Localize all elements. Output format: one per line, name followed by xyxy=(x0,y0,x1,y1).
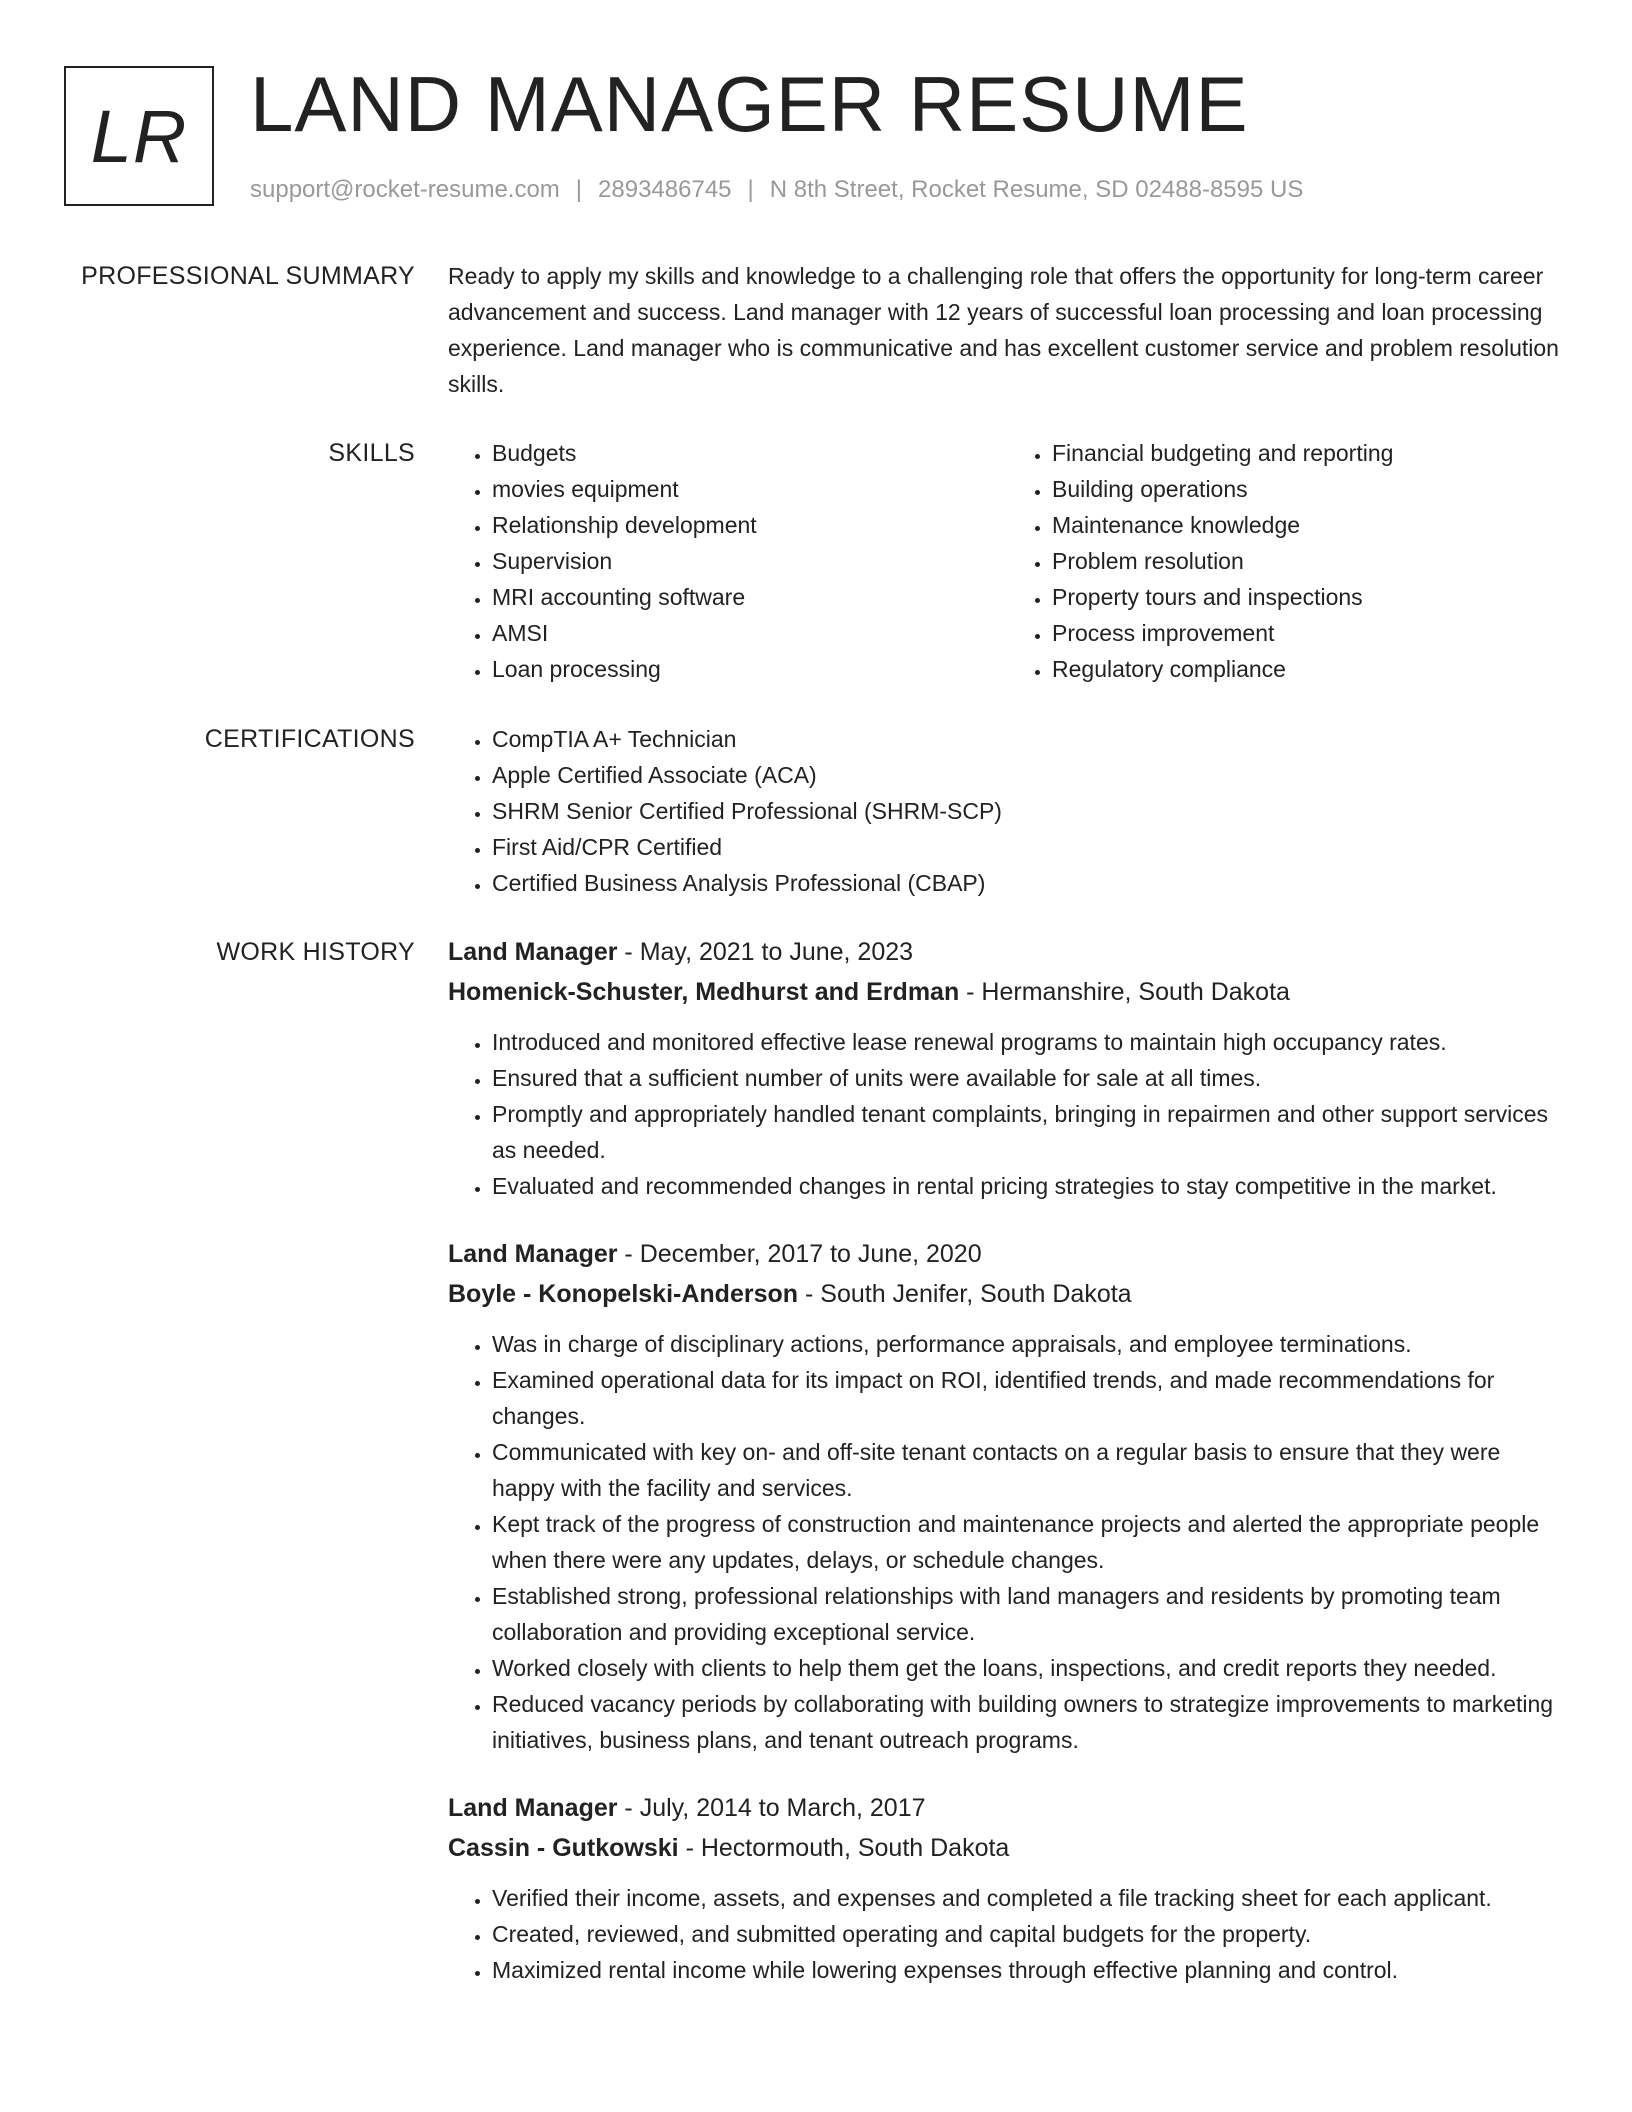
certification-item: • CompTIA A+ Technician xyxy=(492,721,1568,757)
skill-item: • AMSI xyxy=(492,615,1008,651)
company-name: Cassin - Gutkowski xyxy=(448,1834,679,1862)
job-bullet: • Promptly and appropriately handled tenant complaints, bringing in repairmen and other support services as needed. xyxy=(492,1096,1568,1168)
section-content xyxy=(448,258,1563,402)
skill-item: • Relationship development xyxy=(492,507,1008,543)
job-dates: - July, 2014 to March, 2017 xyxy=(617,1794,926,1822)
certification-item: • First Aid/CPR Certified xyxy=(492,829,1568,865)
separator: | xyxy=(575,176,583,203)
skills-list-right xyxy=(1008,435,1568,687)
address: N 8th Street, Rocket Resume, SD 02488-8595 US xyxy=(769,176,1304,203)
phone-number[interactable]: 2893486745 xyxy=(598,176,732,203)
job-title-line xyxy=(448,1788,1568,1828)
initials-logo: LR xyxy=(64,66,214,206)
job-bullet: • Evaluated and recommended changes in rental pricing strategies to stay competitive in the market. xyxy=(492,1168,1568,1204)
skill-item: • movies equipment xyxy=(492,471,1008,507)
section-label: WORK HISTORY xyxy=(216,938,415,966)
job-bullet: • Created, reviewed, and submitted operating and capital budgets for the property. xyxy=(492,1916,1568,1952)
job-entry xyxy=(448,932,1568,1204)
job-bullet: • Verified their income, assets, and expenses and completed a file tracking sheet for each applicant. xyxy=(492,1880,1568,1916)
summary-text: Ready to apply my skills and knowledge to a challenging role that offers the opportunity for long-term career advancement and success. Land manager with 12 years of successful loan processing and loan processing experience. Land manager who is communicative and has excellent customer service and problem resolution skills. xyxy=(448,263,1559,397)
job-company-line xyxy=(448,1828,1568,1868)
certification-item: • SHRM Senior Certified Professional (SHRM-SCP) xyxy=(492,793,1568,829)
job-company-line xyxy=(448,972,1568,1012)
skill-item: • MRI accounting software xyxy=(492,579,1008,615)
job-title-line xyxy=(448,1234,1568,1274)
job-entry xyxy=(448,1788,1568,1988)
job-bullet: • Communicated with key on- and off-site tenant contacts on a regular basis to ensure that they were happy with the facility and services. xyxy=(492,1434,1568,1506)
job-dates: - December, 2017 to June, 2020 xyxy=(617,1240,982,1268)
page-title: LAND MANAGER RESUME xyxy=(250,60,1249,148)
company-name: Homenick-Schuster, Medhurst and Erdman xyxy=(448,978,960,1006)
job-bullet: • Ensured that a sufficient number of units were available for sale at all times. xyxy=(492,1060,1568,1096)
skill-item: • Supervision xyxy=(492,543,1008,579)
contact-line xyxy=(250,172,1303,208)
skill-item: • Regulatory compliance xyxy=(1052,651,1568,687)
job-bullet: • Maximized rental income while lowering expenses through effective planning and control. xyxy=(492,1952,1568,1988)
job-bullets xyxy=(448,1880,1568,1988)
certification-item: • Apple Certified Associate (ACA) xyxy=(492,757,1568,793)
company-name: Boyle - Konopelski-Anderson xyxy=(448,1280,799,1308)
separator: | xyxy=(747,176,754,203)
job-bullets xyxy=(448,1326,1568,1758)
job-company-line xyxy=(448,1274,1568,1314)
job-bullet: • Reduced vacancy periods by collaborating with building owners to strategize improvements to marketing initiatives, business plans, and tenant outreach programs. xyxy=(492,1686,1568,1758)
job-bullet: • Worked closely with clients to help them get the loans, inspections, and credit reports they needed. xyxy=(492,1650,1568,1686)
job-location: - South Jenifer, South Dakota xyxy=(798,1280,1132,1308)
skill-item: • Budgets xyxy=(492,435,1008,471)
job-bullet: • Introduced and monitored effective lease renewal programs to maintain high occupancy rates. xyxy=(492,1024,1568,1060)
skills-list-left xyxy=(448,435,1008,687)
job-title: Land Manager xyxy=(448,1794,618,1822)
skill-item: • Process improvement xyxy=(1052,615,1568,651)
job-bullet: • Examined operational data for its impact on ROI, identified trends, and made recommendations for changes. xyxy=(492,1362,1568,1434)
section-label: SKILLS xyxy=(328,439,415,467)
skill-item: • Loan processing xyxy=(492,651,1008,687)
job-bullet: • Kept track of the progress of construction and maintenance projects and alerted the appropriate people when there were any updates, delays, or schedule changes. xyxy=(492,1506,1568,1578)
skill-item: • Property tours and inspections xyxy=(1052,579,1568,615)
job-bullets xyxy=(448,1024,1568,1204)
job-location: - Hectormouth, South Dakota xyxy=(678,1834,1010,1862)
skill-item: • Problem resolution xyxy=(1052,543,1568,579)
certification-item: • Certified Business Analysis Professional (CBAP) xyxy=(492,865,1568,901)
skill-item: • Maintenance knowledge xyxy=(1052,507,1568,543)
skills-columns xyxy=(448,435,1568,687)
job-bullet: • Was in charge of disciplinary actions, performance appraisals, and employee terminations. xyxy=(492,1326,1568,1362)
skill-item: • Building operations xyxy=(1052,471,1568,507)
job-title-line xyxy=(448,932,1568,972)
certifications-list xyxy=(448,721,1568,901)
section-content xyxy=(448,932,1568,2018)
section-label: PROFESSIONAL SUMMARY xyxy=(81,262,415,290)
job-title: Land Manager xyxy=(448,1240,618,1268)
section-label: CERTIFICATIONS xyxy=(204,725,415,753)
job-location: - Hermanshire, South Dakota xyxy=(959,978,1290,1006)
job-bullet: • Established strong, professional relationships with land managers and residents by promoting team collaboration and providing exceptional service. xyxy=(492,1578,1568,1650)
job-entry xyxy=(448,1234,1568,1758)
email-link[interactable]: support@rocket-resume.com xyxy=(250,176,560,203)
section-content xyxy=(448,721,1568,901)
job-dates: - May, 2021 to June, 2023 xyxy=(617,938,914,966)
skill-item: • Financial budgeting and reporting xyxy=(1052,435,1568,471)
job-title: Land Manager xyxy=(448,938,618,966)
